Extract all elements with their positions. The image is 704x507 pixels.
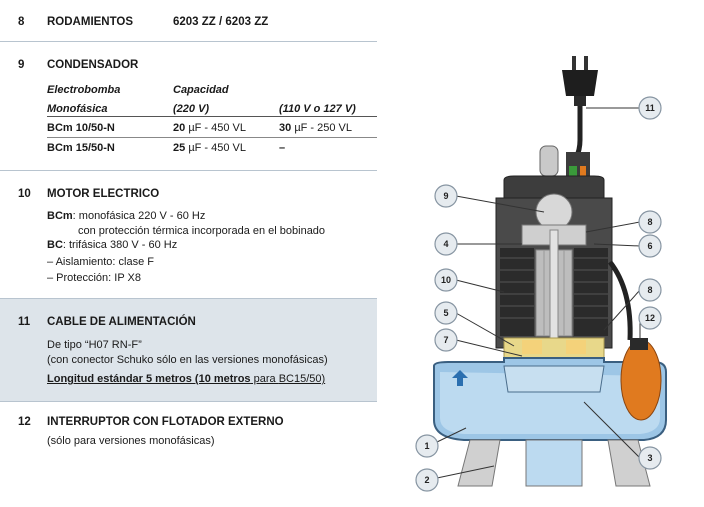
callout-label: 7 [443,335,449,345]
cable-length: Longitud estándar 5 metros (10 metros para BC15/50) [47,373,326,385]
sub-header-monophase: Monofásica [47,103,108,115]
divider [0,401,377,402]
section-9-number: 9 [18,59,25,71]
callout-label: 8 [647,217,653,227]
motor-bc: BC: trifásica 380 V - 60 Hz [47,239,178,251]
sub-header-220v: (220 V) [173,103,210,115]
callout-label: 10 [440,275,452,285]
sub-header-110v: (110 V o 127 V) [279,103,356,115]
motor-bcm: BCm: monofásica 220 V - 60 Hz [47,210,206,222]
row1-model: BCm 10/50-N [47,122,115,134]
callout-label: 6 [647,241,653,251]
section-11-number: 11 [18,316,31,328]
callout-label: 11 [645,103,655,113]
callout-label: 3 [647,453,653,463]
section-12-title: INTERRUPTOR CON FLOTADOR EXTERNO [47,416,284,428]
row2-c110: – [279,142,286,154]
callout-label: 5 [443,308,449,318]
row2-c220: 25 µF - 450 VL [173,142,247,154]
section-8-number: 8 [18,16,25,28]
float-note: (sólo para versiones monofásicas) [47,435,215,447]
col-header-capacity: Capacidad [173,84,229,96]
callout-label: 8 [647,285,653,295]
divider [0,170,377,171]
section-10-number: 10 [18,188,31,200]
callout-label: 4 [443,239,449,249]
table-rule [47,137,377,138]
schuko-plug-icon [562,56,598,106]
section-12-number: 12 [18,416,31,428]
cable-connector: (con conector Schuko sólo en las versiones monofásicas) [47,354,328,366]
motor-protection: – Protección: IP X8 [47,272,141,284]
bearings-value: 6203 ZZ / 6203 ZZ [173,16,269,28]
divider [0,41,377,42]
callout-label: 9 [443,191,449,201]
row2-model: BCm 15/50-N [47,142,115,154]
motor-bcm-protection: con protección térmica incorporada en el bobinado [78,225,326,237]
table-rule [47,116,377,117]
divider [0,298,377,299]
pump-cutaway-diagram [404,0,704,507]
col-header-pump: Electrobomba [47,84,121,96]
row1-c220: 20 µF - 450 VL [173,122,247,134]
section-8-title: RODAMIENTOS [47,16,134,28]
section-11-title: CABLE DE ALIMENTACIÓN [47,316,196,328]
cable-type: De tipo “H07 RN-F” [47,339,142,351]
section-9-title: CONDENSADOR [47,59,139,71]
callout-label: 1 [424,441,430,451]
callout-label: 2 [424,475,430,485]
motor-insulation: – Aislamiento: clase F [47,256,154,268]
callout-label: 12 [644,313,656,323]
section-10-title: MOTOR ELECTRICO [47,188,160,200]
row1-c110: 30 µF - 250 VL [279,122,353,134]
